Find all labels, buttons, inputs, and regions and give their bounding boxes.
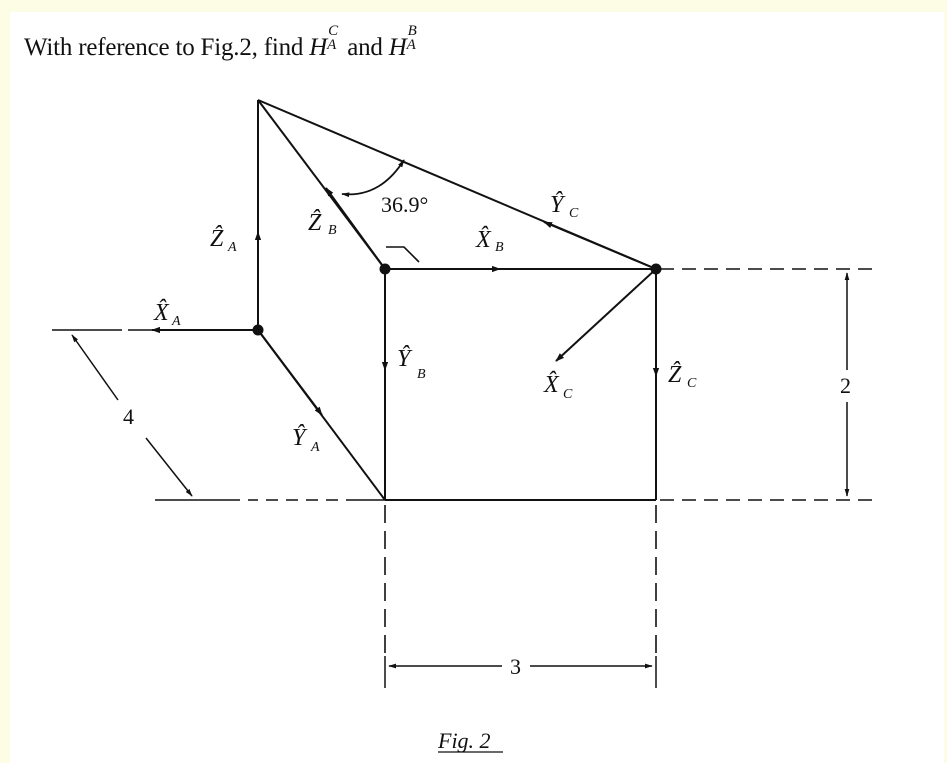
vector-y-a (258, 330, 322, 415)
label-y-c-sub: C (569, 206, 579, 221)
angle-label: 36.9° (381, 192, 429, 217)
label-z-c-sub: C (687, 376, 697, 391)
dim-3-label: 3 (510, 654, 521, 679)
origin-c (651, 264, 662, 275)
label-y-b: Ŷ (397, 346, 411, 372)
question-conj: and (347, 34, 383, 61)
label-z-b: Ẑ (308, 210, 322, 236)
term2-sup: B (407, 23, 417, 39)
label-x-c: X̂ (544, 372, 559, 398)
term2-sub: A (406, 37, 416, 53)
label-x-a: X̂ (154, 300, 169, 326)
figure-caption: Fig. 2 (438, 728, 491, 753)
term1-sup: C (328, 23, 338, 39)
label-x-a-sub: A (172, 314, 181, 329)
vector-y-c (544, 222, 656, 269)
origin-b (380, 264, 391, 275)
angle-arc (342, 160, 404, 194)
label-y-a: Ŷ (292, 425, 306, 451)
label-x-b-sub: B (495, 240, 504, 255)
label-z-a: Ẑ (210, 226, 224, 252)
vector-x-c (556, 269, 656, 361)
term1-symbol: H (309, 34, 328, 61)
label-x-b: X̂ (476, 227, 491, 253)
term1-sub: A (327, 37, 337, 53)
label-z-b-sub: B (328, 223, 337, 238)
dim-2-label: 2 (840, 373, 851, 398)
question-prefix: With reference to Fig.2, find (24, 34, 304, 61)
label-y-c: Ŷ (550, 192, 564, 218)
label-y-b-sub: B (417, 367, 426, 382)
term2-symbol: H (388, 34, 407, 61)
origin-a (253, 325, 264, 336)
label-x-c-sub: C (563, 387, 573, 402)
dim-4-line-lower (146, 438, 192, 496)
dim-4-label: 4 (123, 404, 134, 429)
dim-4-line-upper (72, 335, 118, 400)
label-y-a-sub: A (311, 440, 320, 455)
label-z-c: Ẑ (668, 362, 682, 388)
right-angle-mark (386, 247, 419, 262)
label-z-a-sub: A (228, 240, 237, 255)
